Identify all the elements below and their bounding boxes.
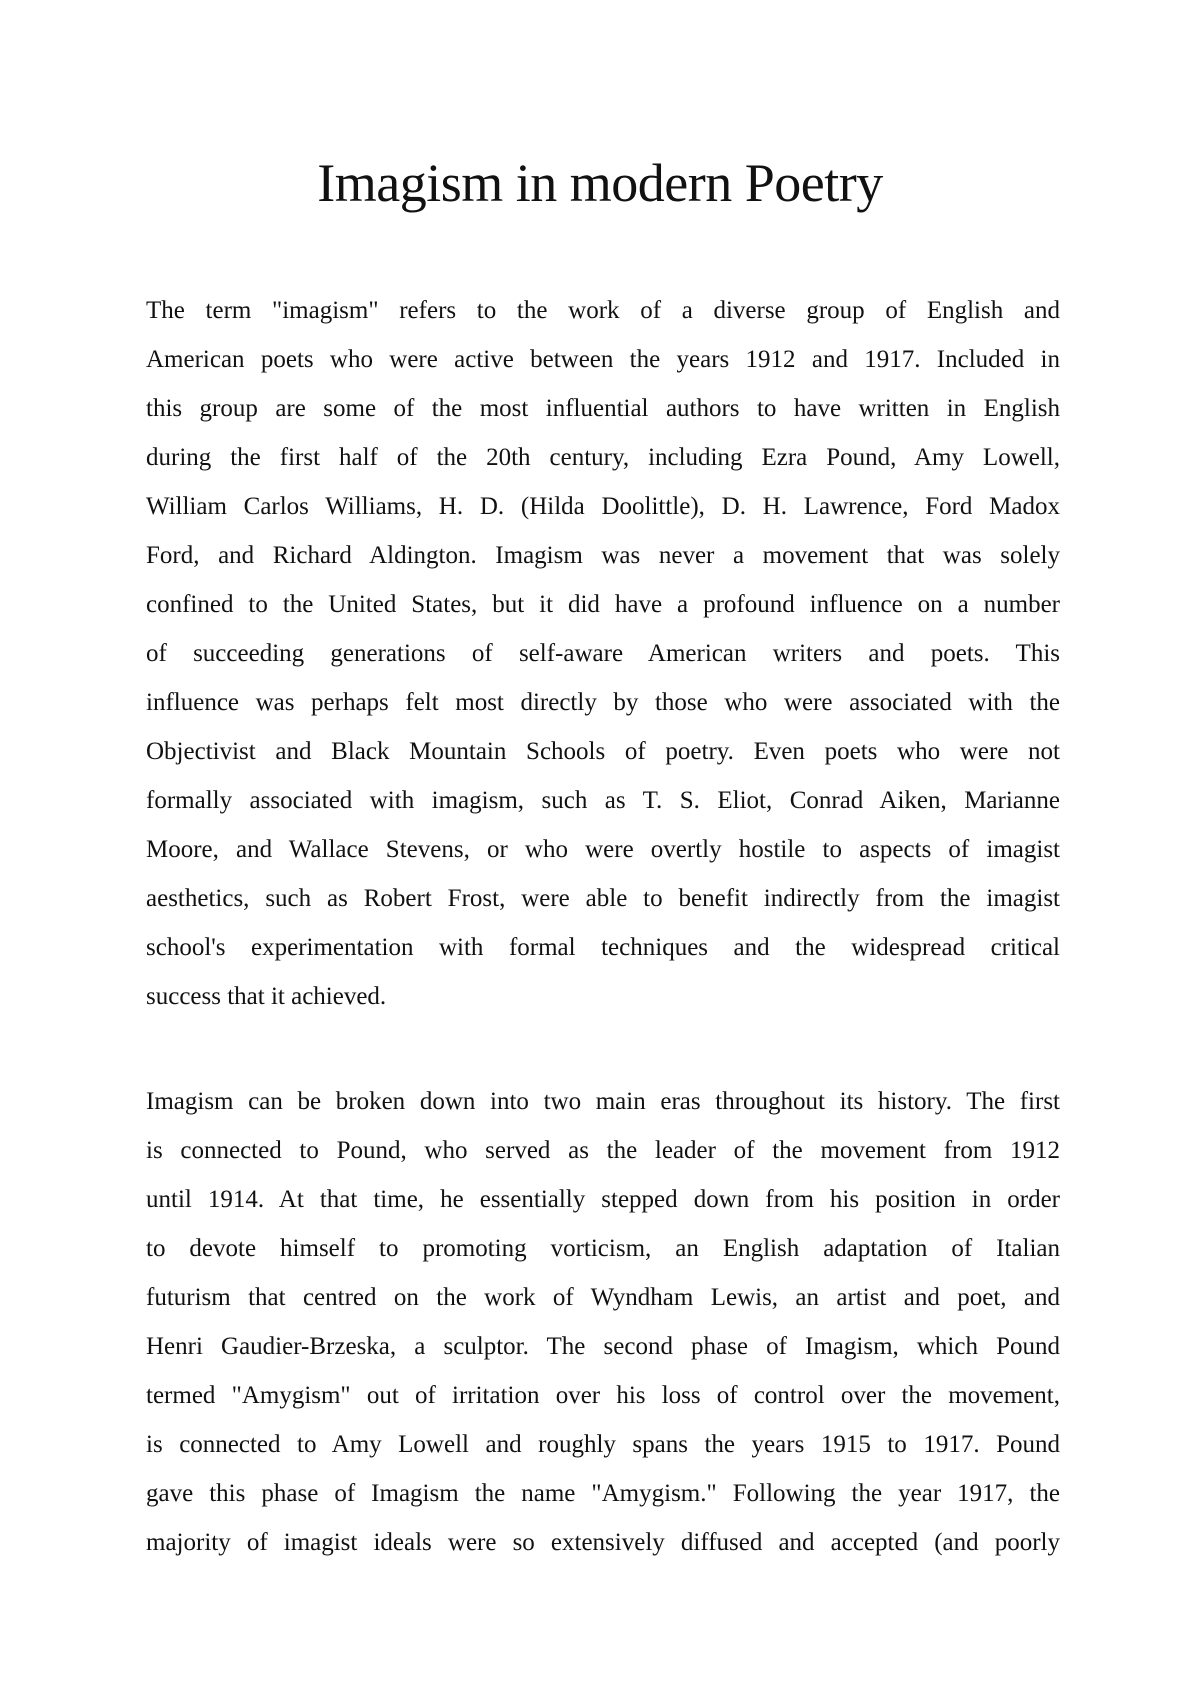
paragraph-line: is connected to Pound, who served as the leader of the movement from 1912: [146, 1137, 1060, 1164]
paragraph-line: Moore, and Wallace Stevens, or who were overtly hostile to aspects of imagist: [146, 836, 1060, 863]
paragraph-line: The term "imagism" refers to the work of a diverse group of English and: [146, 297, 1060, 324]
paragraph-line: to devote himself to promoting vorticism, an English adaptation of Italian: [146, 1235, 1060, 1262]
paragraph-line: Ford, and Richard Aldington. Imagism was never a movement that was solely: [146, 542, 1060, 569]
paragraph-line: futurism that centred on the work of Wyndham Lewis, an artist and poet, and: [146, 1284, 1060, 1311]
paragraph-line: influence was perhaps felt most directly by those who were associated with the: [146, 689, 1060, 716]
paragraph-line: school's experimentation with formal techniques and the widespread critical: [146, 934, 1060, 961]
paragraph-line: gave this phase of Imagism the name "Amygism." Following the year 1917, the: [146, 1480, 1060, 1507]
paragraph-line: is connected to Amy Lowell and roughly spans the years 1915 to 1917. Pound: [146, 1431, 1060, 1458]
paragraph-line: success that it achieved.: [146, 983, 387, 1010]
paragraph-2: [146, 1077, 1060, 1567]
paragraph-line: majority of imagist ideals were so extensively diffused and accepted (and poorly: [146, 1529, 1060, 1556]
paragraph-line: of succeeding generations of self-aware American writers and poets. This: [146, 640, 1060, 667]
paragraph-line: Objectivist and Black Mountain Schools of poetry. Even poets who were not: [146, 738, 1060, 765]
paragraph-line: until 1914. At that time, he essentially stepped down from his position in order: [146, 1186, 1060, 1213]
paragraph-line: aesthetics, such as Robert Frost, were able to benefit indirectly from the imagist: [146, 885, 1060, 912]
paragraph-line: this group are some of the most influential authors to have written in English: [146, 395, 1060, 422]
document-title: Imagism in modern Poetry: [317, 153, 883, 213]
paragraph-line: termed "Amygism" out of irritation over his loss of control over the movement,: [146, 1382, 1060, 1409]
paragraph-line: confined to the United States, but it did have a profound influence on a number: [146, 591, 1060, 618]
paragraph-line: American poets who were active between the years 1912 and 1917. Included in: [146, 346, 1060, 373]
paragraph-1: [146, 286, 1060, 1021]
paragraph-line: during the first half of the 20th century, including Ezra Pound, Amy Lowell,: [146, 444, 1060, 471]
paragraph-line: William Carlos Williams, H. D. (Hilda Doolittle), D. H. Lawrence, Ford Madox: [146, 493, 1060, 520]
paragraph-line: Imagism can be broken down into two main eras throughout its history. The first: [146, 1088, 1060, 1115]
paragraph-line: Henri Gaudier-Brzeska, a sculptor. The second phase of Imagism, which Pound: [146, 1333, 1060, 1360]
paragraph-line: formally associated with imagism, such as T. S. Eliot, Conrad Aiken, Marianne: [146, 787, 1060, 814]
